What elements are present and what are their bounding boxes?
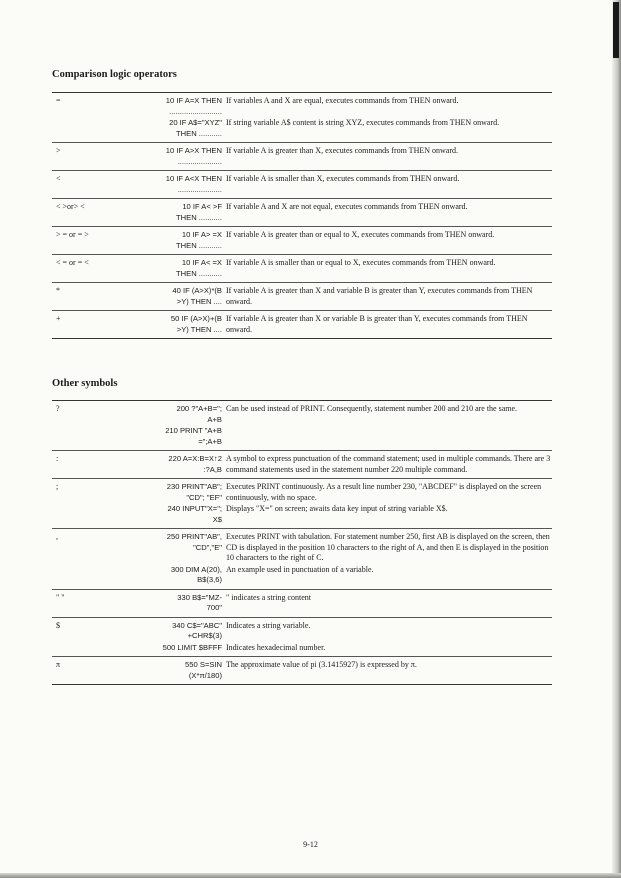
description-cell: If variable A is smaller than or equal to X, executes commands from THEN onward. xyxy=(226,258,496,267)
table-row-group xyxy=(52,479,552,529)
page-bottom-edge xyxy=(0,873,621,878)
statement-cell: 550 S=SIN (X*π/180) xyxy=(185,660,222,680)
table-row xyxy=(52,593,552,614)
symbol-cell xyxy=(52,504,132,525)
table-row xyxy=(52,454,552,475)
symbol-cell: < >or> < xyxy=(56,202,85,211)
table-row xyxy=(52,202,552,223)
page-edge-shadow xyxy=(612,0,621,878)
comparison-operators-table xyxy=(52,92,552,339)
section-heading-other-symbols: Other symbols xyxy=(52,378,118,389)
symbol-cell xyxy=(52,426,132,447)
description-cell: " indicates a string content xyxy=(226,592,312,602)
page-number: 9-12 xyxy=(303,840,318,849)
table-row xyxy=(52,314,552,335)
table-row xyxy=(52,146,552,167)
table-row-group xyxy=(52,590,552,618)
statement-cell: 220 A=X:B=X↑2 :?A,B xyxy=(168,454,222,474)
description-cell: If variable A is greater than or equal to X, executes commands from THEN onward. xyxy=(226,230,495,239)
table-row-group xyxy=(52,311,552,338)
description-cell: If string variable A$ content is string XYZ, executes commands from THEN onward. xyxy=(226,118,500,127)
table-row xyxy=(52,174,552,195)
statement-cell: 330 B$="MZ- 700" xyxy=(177,592,222,612)
description-cell: Indicates hexadecimal number. xyxy=(226,642,326,652)
symbol-cell: = xyxy=(56,96,61,105)
description-cell xyxy=(226,426,552,447)
table-row-group xyxy=(52,401,552,451)
description-cell: If variable A is greater than X and variable B is greater than Y, executes commands from THEN onward. xyxy=(226,286,533,306)
table-row-group xyxy=(52,618,552,658)
table-row-group xyxy=(52,529,552,590)
table-row-group xyxy=(52,143,552,171)
statement-cell: 20 IF A$="XYZ" THEN ........... xyxy=(169,118,222,138)
statement-cell: 230 PRINT"AB"; "CD"; "EF" xyxy=(166,482,222,502)
other-symbols-table xyxy=(52,400,552,685)
page-edge-mark xyxy=(613,2,619,58)
statement-cell: 200 ?"A+B="; A+B xyxy=(176,404,222,424)
statement-cell: 10 IF A>X THEN ..................... xyxy=(165,146,222,166)
symbol-cell: π xyxy=(56,660,61,669)
description-cell: The approximate value of pi (3.1415927) is expressed by π. xyxy=(226,660,417,669)
table-row-group xyxy=(52,171,552,199)
table-row xyxy=(52,565,552,586)
symbol-cell: > xyxy=(56,146,61,155)
description-cell: Can be used instead of PRINT. Consequently, statement number 200 and 210 are the same. xyxy=(226,404,518,413)
table-row-group xyxy=(52,255,552,283)
table-row xyxy=(52,230,552,251)
symbol-cell: < xyxy=(56,174,61,183)
statement-cell: 240 INPUT"X="; X$ xyxy=(167,504,222,524)
symbol-cell xyxy=(52,118,132,139)
statement-cell: 210 PRINT "A+B =";A+B xyxy=(165,426,222,446)
statement-cell: 10 IF A<X THEN ..................... xyxy=(165,174,222,194)
table-row xyxy=(52,118,552,139)
table-row xyxy=(52,286,552,307)
table-row-group xyxy=(52,283,552,311)
statement-cell: 340 C$="ABC" +CHR$(3) xyxy=(172,620,222,640)
description-cell: If variable A is greater than X, executes commands from THEN onward. xyxy=(226,146,458,155)
statement-cell: 10 IF A=X THEN ......................... xyxy=(165,96,222,116)
description-cell: Executes PRINT with tabulation. For statement number 250, first AB is displayed on the screen, then CD is displayed in the position 10 characters to the right of A, and then E is displayed in the position 10 characters to the right of C. xyxy=(226,532,550,562)
statement-cell: 50 IF (A>X)+(B >Y) THEN .... xyxy=(170,314,222,334)
table-row xyxy=(52,504,552,525)
table-row xyxy=(52,258,552,279)
description-cell: An example used in punctuation of a variable. xyxy=(226,564,374,574)
table-row xyxy=(52,532,552,564)
symbol-cell: : xyxy=(56,454,59,463)
table-row-group xyxy=(52,93,552,143)
table-row xyxy=(52,426,552,447)
statement-cell: 300 DIM A(20), B$(3,6) xyxy=(170,564,222,584)
statement-cell: 10 IF A< >F THEN ........... xyxy=(176,202,222,222)
symbol-cell: $ xyxy=(56,620,60,630)
description-cell: If variables A and X are equal, executes commands from THEN onward. xyxy=(226,96,459,105)
table-row xyxy=(52,404,552,425)
statement-cell: 500 LIMIT $BFFF xyxy=(162,642,222,652)
description-cell: Executes PRINT continuously. As a result line number 230, "ABCDEF" is displayed on the screen continuously, with no space. xyxy=(226,482,542,502)
table-row xyxy=(52,643,552,654)
description-cell: A symbol to express punctuation of the command statement; used in multiple commands. There are 3 command statements used in the statement number 220 multiple command. xyxy=(226,454,551,474)
table-row xyxy=(52,482,552,503)
symbol-cell: ; xyxy=(56,482,59,491)
description-cell: Indicates a string variable. xyxy=(226,620,311,630)
table-row-group xyxy=(52,227,552,255)
table-row xyxy=(52,621,552,642)
description-cell: Displays "X=" on screen; awaits data key input of string variable X$. xyxy=(226,504,448,513)
section-heading-comparison: Comparison logic operators xyxy=(52,69,177,80)
symbol-cell: , xyxy=(56,532,58,541)
statement-cell: 250 PRINT"AB", "CD","E" xyxy=(166,532,222,552)
statement-cell: 10 IF A< =X THEN ........... xyxy=(176,258,222,278)
symbol-cell: * xyxy=(56,286,60,295)
statement-cell: 10 IF A> =X THEN ........... xyxy=(176,230,222,250)
table-row-group xyxy=(52,199,552,227)
description-cell: If variable A is smaller than X, executes commands from THEN onward. xyxy=(226,174,460,183)
symbol-cell: ? xyxy=(56,404,60,413)
symbol-cell: " " xyxy=(56,592,65,602)
description-cell: If variable A is greater than X or variable B is greater than Y, executes commands from THEN onward. xyxy=(226,314,528,334)
symbol-cell: + xyxy=(56,314,61,323)
symbol-cell: > = or = > xyxy=(56,230,89,239)
symbol-cell xyxy=(52,565,132,586)
description-cell: If variable A and X are not equal, executes commands from THEN onward. xyxy=(226,202,468,211)
symbol-cell xyxy=(52,643,132,654)
statement-cell: 40 IF (A>X)*(B >Y) THEN .... xyxy=(172,286,222,306)
table-row xyxy=(52,660,552,681)
table-row-group xyxy=(52,657,552,684)
table-row-group xyxy=(52,451,552,479)
symbol-cell: < = or = < xyxy=(56,258,89,267)
table-row xyxy=(52,96,552,117)
